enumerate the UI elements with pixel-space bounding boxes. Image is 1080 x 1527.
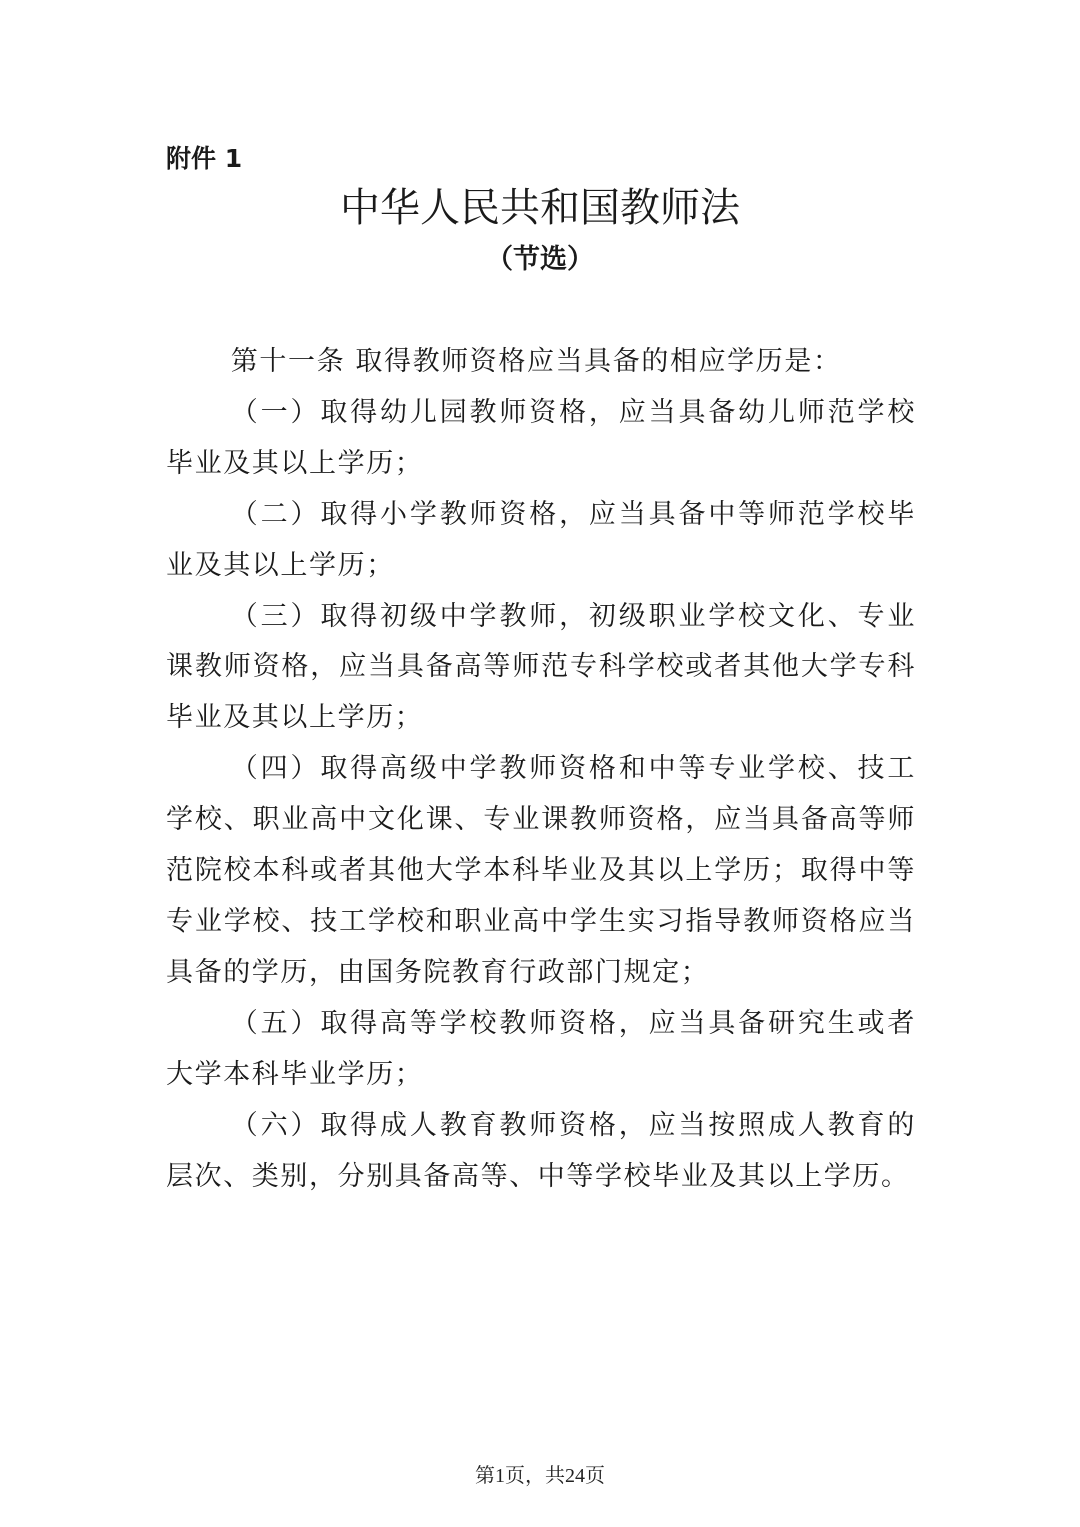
document-body — [166, 337, 916, 1202]
document-title: 中华人民共和国教师法 — [340, 185, 740, 231]
article-heading: 第十一条 取得教师资格应当具备的相应学历是： — [230, 346, 842, 377]
document-subtitle: （节选） — [486, 244, 594, 275]
clause-3: （三）取得初级中学教师，初级职业学校文化、专业课教师资格，应当具备高等师范专科学校或者其他大学专科毕业及其以上学历； — [166, 600, 916, 734]
clause-1: （一）取得幼儿园教师资格，应当具备幼儿师范学校毕业及其以上学历； — [166, 396, 916, 479]
clause-5: （五）取得高等学校教师资格，应当具备研究生或者大学本科毕业学历； — [166, 1007, 916, 1090]
clause-2: （二）取得小学教师资格，应当具备中等师范学校毕业及其以上学历； — [166, 498, 916, 581]
clause-4: （四）取得高级中学教师资格和中等专业学校、技工学校、职业高中文化课、专业课教师资格，应当具备高等师范院校本科或者其他大学本科毕业及其以上学历；取得中等专业学校、技工学校和职业高中学生实习指导教师资格应当具备的学历，由国务院教育行政部门规定； — [166, 753, 916, 988]
page-number-footer: 第1页，共24页 — [475, 1465, 605, 1487]
attachment-label: 附件 1 — [166, 144, 243, 173]
clause-6: （六）取得成人教育教师资格，应当按照成人教育的层次、类别，分别具备高等、中等学校毕业及其以上学历。 — [166, 1109, 916, 1192]
